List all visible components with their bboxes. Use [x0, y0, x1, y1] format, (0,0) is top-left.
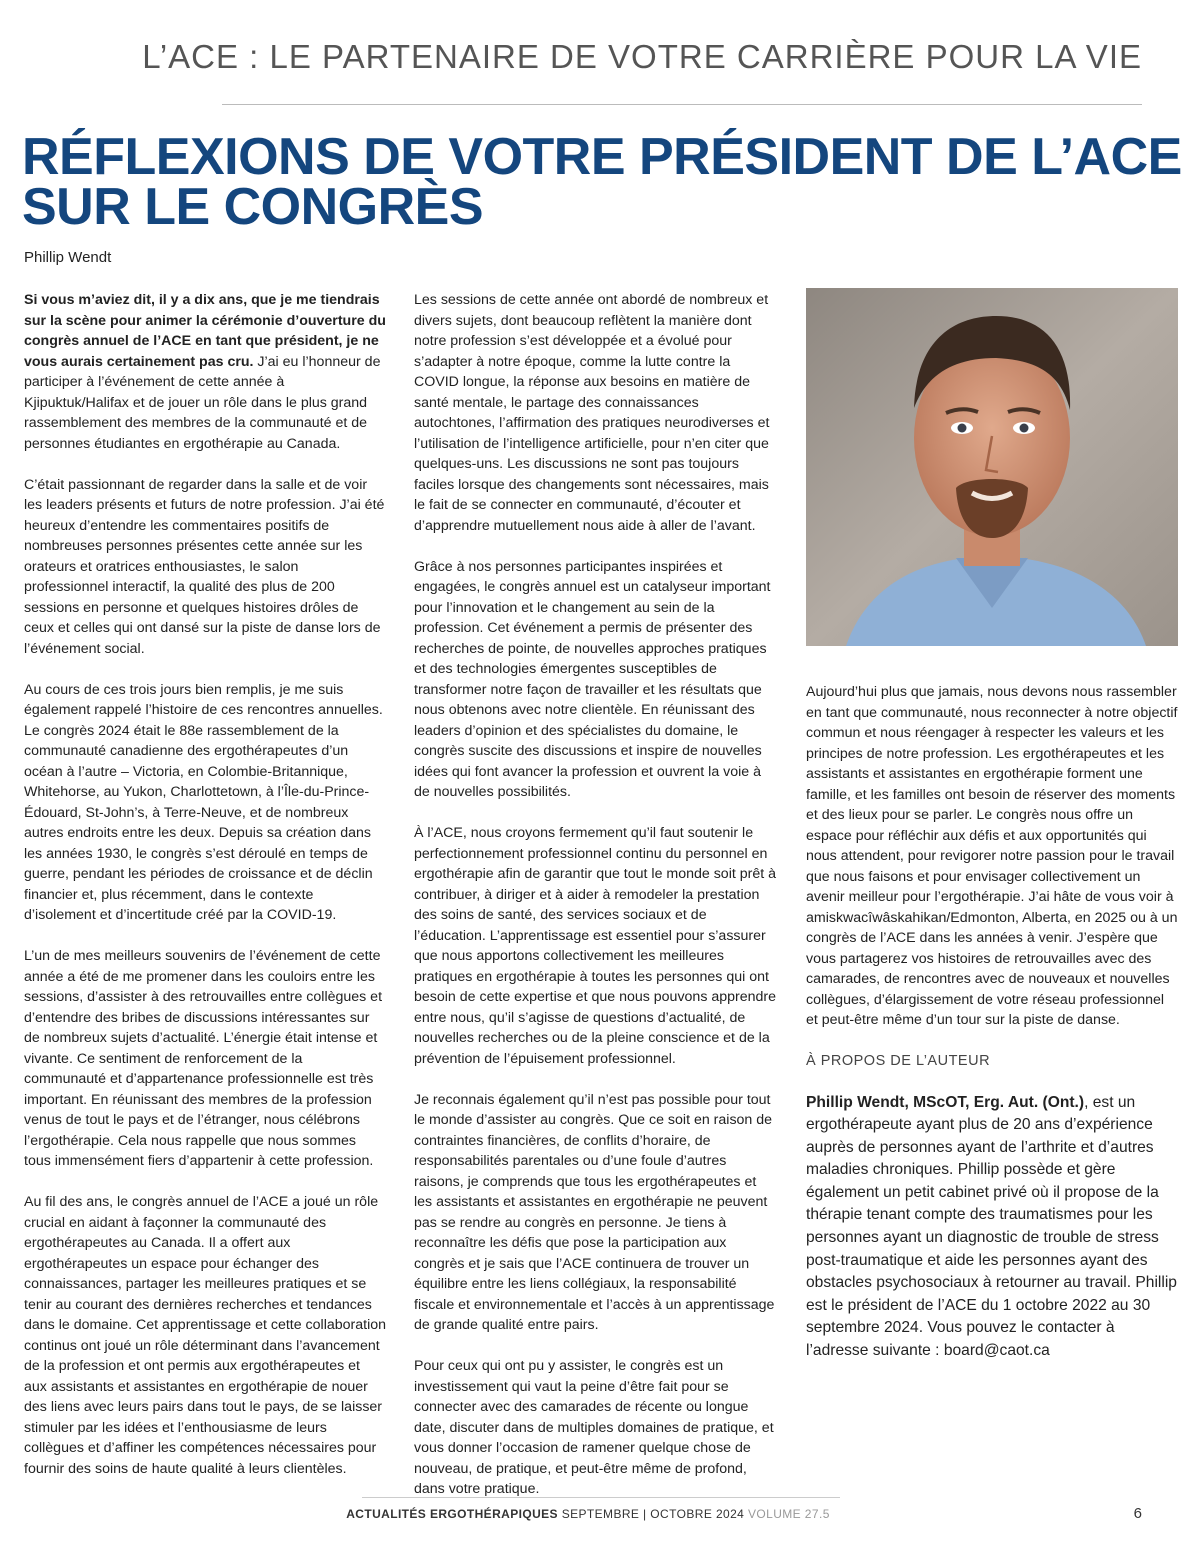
lead-text: J’ai eu l’honneur de participer à l’événement de cette année à Kjipuktuk/Halifax et de jouer un rôle dans le plus grand rassemblement des membres de la communauté et de personnes étudiantes en ergothérapie au Canada. [24, 353, 381, 452]
paragraph: Grâce à nos personnes participantes inspirées et engagées, le congrès annuel est un catalyseur important pour l’innovation et le changement au sein de la profession. Cet événement a permis de présenter des recherches de pointe, de nouvelles approches pratiques et des technologies émergentes susceptibles de transformer notre façon de travailler et les résultats que nous obtenons avec notre clientèle. En réunissant des leaders d’opinion et des spécialistes du domaine, le congrès suscite des discussions et inspire de nouvelles idées qui font avancer la profession et ouvrent la voie à de nouvelles possibilités. [414, 558, 771, 800]
banner-divider [222, 104, 1142, 105]
article-column-3 [806, 682, 1178, 1383]
article-title: RÉFLEXIONS DE VOTRE PRÉSIDENT DE L’ACE SUR LE CONGRÈS [22, 128, 1182, 236]
article-column-1 [24, 290, 386, 1500]
paragraph: Aujourd’hui plus que jamais, nous devons nous rassembler en tant que communauté, nous reconnecter à notre objectif commun et nous réengager à respecter les valeurs et les principes de notre profession. Les ergothérapeutes et les assistants et assistantes en ergothérapie forment une famille, et les familles ont besoin de réserver des moments et des lieux pour se parler. Le congrès nous offre un espace pour réfléchir aux défis et aux opportunités qui nous attendent, pour revigorer notre passion pour le travail que nous faisons et pour envisager collectivement un avenir meilleur pour l’ergothérapie. J’ai hâte de vous voir à amiskwacîwâskahikan/Edmonton, Alberta, en 2025 ou à un congrès de l’ACE dans les années à venir. J’espère que vous partagerez vos histoires de retrouvailles avec des camarades, de rencontres avec de nouveaux et nouvelles collègues, d’élargissement de votre réseau professionnel et peut-être même d’un tour sur la piste de danse. [806, 684, 1178, 1028]
issue-date: SEPTEMBRE | OCTOBRE 2024 [561, 1507, 745, 1521]
about-author-name: Phillip Wendt, MScOT, Erg. Aut. (Ont.) [806, 1093, 1085, 1111]
magazine-name: ACTUALITÉS ERGOTHÉRAPIQUES [346, 1507, 558, 1521]
paragraph: Pour ceux qui ont pu y assister, le congrès est un investissement qui vaut la peine d’être fait pour se connecter avec des camarades de récente ou longue date, discuter dans de multiples domaines de pratique, et vous donner l’occasion de ramener quelque chose de nouveau, de pratique, et peut-être même de profond, dans votre pratique. [414, 1358, 774, 1497]
volume-number: VOLUME 27.5 [748, 1507, 830, 1521]
about-author-box [806, 1051, 1178, 1363]
paragraph: Au fil des ans, le congrès annuel de l’ACE a joué un rôle crucial en aidant à façonner la communauté des ergothérapeutes au Canada. Il a offert aux ergothérapeutes un espace pour échanger des connaissances, partager les meilleures pratiques et se tenir au courant des dernières recherches et tendances dans le domaine. Cet apprentissage et cette collaboration continus ont joué un rôle déterminant dans l’avancement de la profession et ont permis aux ergothérapeutes et aux assistants et assistantes en ergothérapie de nouer des liens avec leurs pairs dans tout le pays, de se laisser stimuler par les idées et l’enthousiasme de leurs collègues et d’affiner les compétences nécessaires pour fournir des soins de haute qualité à leurs clientèles. [24, 1194, 387, 1477]
section-banner: L’ACE : LE PARTENAIRE DE VOTRE CARRIÈRE POUR LA VIE [142, 38, 1142, 75]
article-column-2 [414, 290, 778, 1520]
about-author-heading: À PROPOS DE L’AUTEUR [806, 1053, 991, 1069]
paragraph: Je reconnais également qu’il n’est pas possible pour tout le monde d’assister au congrès. Que ce soit en raison de contraintes financières, de conflits d’horaire, de responsabilités parentales ou d’une foule d’autres raisons, je comprends que tous les ergothérapeutes et les assistants et assistantes en ergothérapie ne peuvent pas se rendre au congrès en personne. Je tiens à reconnaître les défis que pose la participation aux congrès et je sais que l’ACE continuera de trouver un équilibre entre les liens collégiaux, la responsabilité fiscale et environnementale et l’accès à un apprentissage de grande qualité entre pairs. [414, 1091, 775, 1333]
footer-divider [362, 1497, 840, 1498]
paragraph: Les sessions de cette année ont abordé de nombreux et divers sujets, dont beaucoup reflètent la manière dont notre profession s’est développée et a évolué pour s’adapter à notre époque, comme la lutte contre la COVID longue, la réponse aux besoins en matière de santé mentale, le partage des connaissances autochtones, l’affirmation des pratiques neurodiverses et l’utilisation de l’intelligence artificielle, pour n’en citer que quelques-uns. Les discussions ne sont pas toujours faciles lorsque des changements sont nécessaires, mais le fait de se connecter en communauté, d’écouter et d’apprendre mutuellement nous aide à aller de l’avant. [414, 292, 770, 534]
paragraph: Au cours de ces trois jours bien remplis, je me suis également rappelé l’histoire de ces rencontres annuelles. Le congrès 2024 était le 88e rassemblement de la communauté canadienne des ergothérapeutes d’un océan à l’autre – Victoria, en Colombie-Britannique, Whitehorse, au Yukon, Charlottetown, à l’Île-du-Prince-Édouard, St-John’s, à Terre-Neuve, et de nombreux autres endroits entre les deux. Depuis sa création dans les années 1930, le congrès s’est déroulé en temps de guerre, pendant les périodes de croissance et de déclin financier et, plus récemment, dans le contexte d’isolement et d’incertitude créé par la COVID-19. [24, 681, 383, 923]
about-author-text [806, 1092, 1178, 1363]
about-author-bio: , est un ergothérapeute ayant plus de 20 ans d’expérience auprès de personnes ayant de l’arthrite et d’autres maladies chroniques. Phillip possède et gère également un petit cabinet privé où il propose de la thérapie tenant compte des traumatismes pour les personnes ayant un diagnostic de trouble de stress post-traumatique et aide les personnes ayant des obstacles psychosociaux à retourner au travail. Phillip est le président de l’ACE du 1 octobre 2022 au 30 septembre 2024. Vous pouvez le contacter à l’adresse suivante : board@caot.ca [806, 1093, 1177, 1360]
author-portrait-illustration [806, 288, 1178, 646]
paragraph: À l’ACE, nous croyons fermement qu’il faut soutenir le perfectionnement professionnel continu du personnel en ergothérapie afin de garantir que tout le monde soit prêt à contribuer, à diriger et à aider à remodeler la prestation des soins de santé, des services sociaux et de l’éducation. L’apprentissage est essentiel pour s’assurer que nous apportons collectivement les meilleures pratiques en ergothérapie à toutes les personnes qui ont besoin de cette expertise et que nous pouvons apprendre entre nous, qu’il s’agisse de questions d’actualité, de nouvelles recherches ou de la pleine conscience et de la prévention de l’épuisement professionnel. [414, 825, 777, 1067]
lead-bold-text: Si vous m’aviez dit, il y a dix ans, que je me tiendrais sur la scène pour animer la cérémonie d’ouverture du congrès annuel de l’ACE en tant que président, je ne vous aurais certainement pas cru. [24, 292, 386, 370]
paragraph: L’un de mes meilleurs souvenirs de l’événement de cette année a été de me promener dans les couloirs entre les sessions, d’assister à des retrouvailles entre collègues et d’entendre des bribes de discussions intéressantes sur de nombreux sujets d’actualité. L’énergie était intense et vivante. Ce sentiment de renforcement de la communauté et d’appartenance professionnelle est très important. En réunissant des membres de la profession venus de tout le pays et de l’étranger, nous célébrons l’ergothérapie. Cela nous rappelle que nous sommes tous immensément fiers d’appartenir à cette profession. [24, 948, 383, 1169]
page-footer [0, 1507, 1176, 1521]
lead-paragraph [24, 290, 386, 454]
page-number: 6 [1133, 1505, 1142, 1522]
author-photo [806, 288, 1178, 646]
paragraph: C’était passionnant de regarder dans la salle et de voir les leaders présents et futurs de notre profession. J’ai été heureux d’entendre les commentaires positifs de nombreuses personnes présentes cette année sur les orateurs et oratrices enthousiastes, le salon professionnel interactif, la qualité des plus de 200 sessions en personne et quelques histoires drôles de ceux et celles qui ont dansé sur la piste de danse lors de l’événement social. [24, 476, 385, 657]
article-byline: Phillip Wendt [24, 249, 112, 266]
